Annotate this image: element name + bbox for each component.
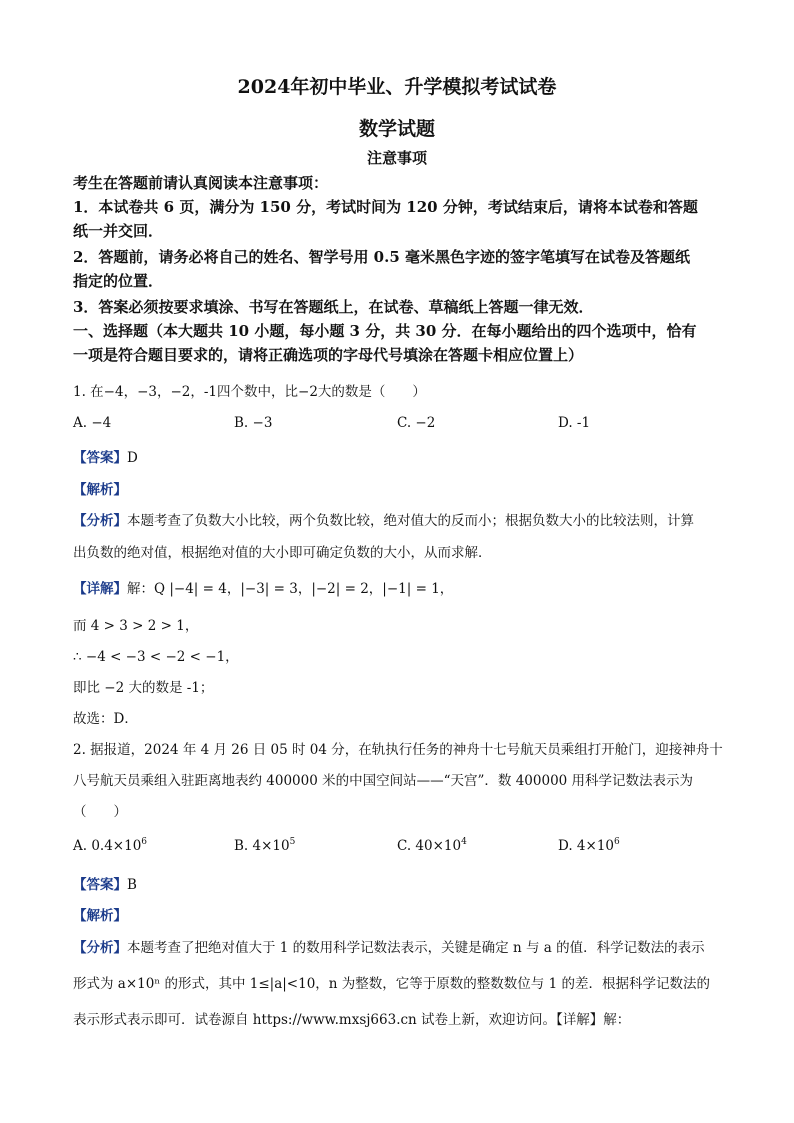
- q1-analysis-tag: 【解析】: [73, 482, 127, 498]
- notice-item-1: 1．本试卷共 6 页，满分为 150 分，考试时间为 120 分钟，考试结束后，请将本试卷和答题: [73, 198, 698, 216]
- q1-fenxi-row: [73, 509, 694, 529]
- q2-stem-line1: 2. 据报道，2024 年 4 月 26 日 05 时 04 分，在轨执行任务的神舟十七号航天员乘组打开舱门，迎接神舟十: [73, 742, 723, 758]
- q2-option-b: B. $4\times 10^5$: [234, 837, 296, 854]
- q1-detail-row: [73, 577, 453, 597]
- q1-answer-tag: 【答案】: [73, 450, 127, 466]
- q1-fenxi-tag: 【分析】: [73, 513, 127, 529]
- q2-fenxi-tag: 【分析】: [73, 940, 127, 956]
- q1-fenxi-line2: 出负数的绝对值，根据绝对值的大小即可确定负数的大小，从而求解．: [73, 545, 492, 561]
- q1-option-a: A. −4: [73, 415, 112, 431]
- section-heading-cont: 一项是符合题目要求的，请将正确选项的字母代号填涂在答题卡相应位置上）: [73, 346, 584, 364]
- q2-answer: B: [127, 877, 137, 893]
- notice-item-2-cont: 指定的位置．: [73, 272, 164, 290]
- exam-title: 2024年初中毕业、升学模拟考试试卷: [237, 76, 557, 98]
- q2-fenxi-line1: 本题考查了把绝对值大于 1 的数用科学记数法表示，关键是确定 n 与 a 的值．科学记数法的表示: [127, 940, 705, 956]
- q2-fenxi-row: [73, 936, 705, 956]
- q1-fenxi-line1: 本题考查了负数大小比较，两个负数比较，绝对值大的反而小；根据负数大小的比较法则，计算: [127, 513, 694, 529]
- notice-item-3: 3．答案必须按要求填涂、书写在答题纸上，在试卷、草稿纸上答题一律无效．: [73, 298, 594, 316]
- q2-analysis-tag: 【解析】: [73, 908, 127, 924]
- q1-detail-line4: 即比 −2 大的数是 -1；: [73, 680, 214, 696]
- q1-detail-line1: 解：Q |−4| = 4，|−3| = 3，|−2| = 2，|−1| = 1，: [127, 581, 454, 597]
- notice-intro: 考生在答题前请认真阅读本注意事项：: [73, 174, 329, 192]
- q2-option-d: D. $4\times 10^6$: [558, 837, 620, 854]
- q1-detail-tag: 【详解】: [73, 581, 127, 597]
- notice-item-1-cont: 纸一并交回．: [73, 222, 164, 240]
- q1-option-b: B. −3: [234, 415, 273, 431]
- q1-detail-line3: ∴ −4 < −3 < −2 < −1，: [73, 649, 239, 665]
- q1-answer-row: [73, 446, 138, 466]
- notice-title: 注意事项: [366, 149, 427, 167]
- q1-answer: D: [127, 450, 138, 466]
- q1-detail-line5: 故选：D．: [73, 711, 138, 727]
- q1-stem: 1. 在−4，−3，−2，-1四个数中，比−2大的数是（ ）: [73, 384, 426, 400]
- q1-option-c: C. −2: [397, 415, 436, 431]
- q2-stem-line3: （ ）: [73, 804, 127, 820]
- q2-option-c: C. $40\times 10^4$: [397, 837, 467, 854]
- q2-option-a: A. $0.4\times 10^6$: [73, 837, 148, 854]
- subject-title: 数学试题: [358, 118, 435, 140]
- section-heading: 一、选择题（本大题共 10 小题，每小题 3 分，共 30 分．在每小题给出的四个选项中，恰有: [73, 322, 697, 340]
- q2-stem-line2: 八号航天员乘组入驻距离地表约 400000 米的中国空间站——“天宫”．数 400000 用科学记数法表示为: [73, 773, 694, 789]
- q2-fenxi-line3: 表示形式表示即可．试卷源自 https://www.mxsj663.cn 试卷上新，欢迎访问。【详解】解：: [73, 1012, 631, 1028]
- q2-answer-tag: 【答案】: [73, 877, 127, 893]
- q1-detail-line2: 而 4 > 3 > 2 > 1，: [73, 618, 199, 634]
- notice-item-2: 2．答题前，请务必将自己的姓名、智学号用 0.5 毫米黑色字迹的签字笔填写在试卷及答题纸: [73, 248, 690, 266]
- q1-option-d: D. -1: [558, 415, 591, 431]
- q2-answer-row: [73, 873, 137, 893]
- q2-fenxi-line2: 形式为 a×10ⁿ 的形式，其中 1≤|a|<10，n 为整数，它等于原数的整数数位与 1 的差．根据科学记数法的: [73, 976, 710, 992]
